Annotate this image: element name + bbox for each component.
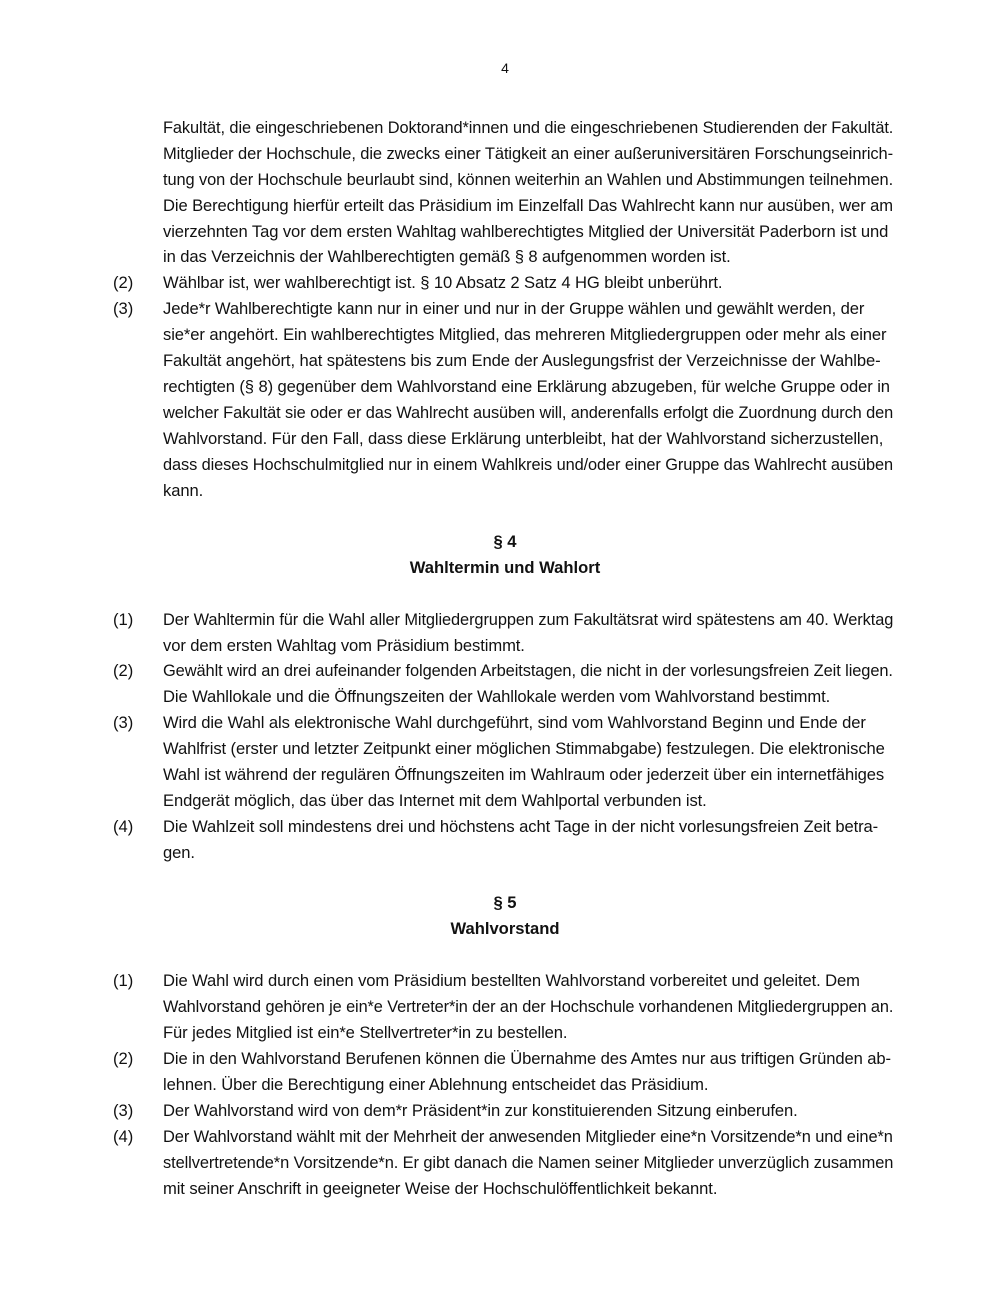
item-number: (4)	[113, 1127, 134, 1146]
text-line: Wird die Wahl als elektronische Wahl durchgeführt, sind vom Wahlvorstand Beginn und Ende der	[163, 713, 866, 732]
text-line: in das Verzeichnis der Wahlberechtigten gemäß § 8 aufgenommen worden ist.	[163, 247, 731, 266]
text-line: Wahlvorstand. Für den Fall, dass diese Erklärung unterbleibt, hat der Wahlvorstand sicherzustellen,	[163, 429, 884, 448]
text-line: Endgerät möglich, das über das Internet mit dem Wahlportal verbunden ist.	[163, 791, 707, 810]
section-symbol: § 4	[493, 532, 517, 551]
item-number: (1)	[113, 971, 134, 990]
text-line: Jede*r Wahlberechtigte kann nur in einer und nur in der Gruppe wählen und gewählt werden, der	[163, 299, 865, 318]
section-symbol: § 5	[493, 893, 517, 912]
text-line: Die Berechtigung hierfür erteilt das Präsidium im Einzelfall Das Wahlrecht kann nur ausüben, wer am	[163, 196, 893, 215]
section-title: Wahlvorstand	[450, 919, 560, 938]
text-line: Die in den Wahlvorstand Berufenen können die Übernahme des Amtes nur aus triftigen Gründen ab-	[163, 1049, 891, 1068]
item-number: (3)	[113, 713, 134, 732]
text-line: stellvertretende*n Vorsitzende*n. Er gibt danach die Namen seiner Mitglieder unverzüglich zusammen	[163, 1153, 894, 1172]
text-line: kann.	[163, 481, 204, 500]
text-line: Wahl ist während der regulären Öffnungszeiten im Wahlraum oder jederzeit über ein internetfähiges	[163, 765, 885, 784]
item-number: (3)	[113, 1101, 134, 1120]
text-line: Für jedes Mitglied ist ein*e Stellvertreter*in zu bestellen.	[163, 1023, 568, 1042]
text-line: Der Wahlvorstand wählt mit der Mehrheit der anwesenden Mitglieder eine*n Vorsitzende*n und eine*n	[163, 1127, 893, 1146]
text-line: Gewählt wird an drei aufeinander folgenden Arbeitstagen, die nicht in der vorlesungsfreien Zeit liegen.	[163, 661, 893, 680]
text-line: Der Wahltermin für die Wahl aller Mitgliedergruppen zum Fakultätsrat wird spätestens am 40. Werktag	[163, 610, 894, 629]
text-line: vor dem ersten Wahltag vom Präsidium bestimmt.	[163, 636, 525, 655]
item-number: (2)	[113, 661, 134, 680]
text-line: Fakultät, die eingeschriebenen Doktorand*innen und die eingeschriebenen Studierenden der Fakultät.	[163, 118, 894, 137]
text-line: rechtigten (§ 8) gegenüber dem Wahlvorstand eine Erklärung abzugeben, für welche Gruppe oder in	[163, 377, 890, 396]
item-number: (3)	[113, 299, 134, 318]
text-line: Die Wahllokale und die Öffnungszeiten der Wahllokale werden vom Wahlvorstand bestimmt.	[163, 687, 831, 706]
text-line: Fakultät angehört, hat spätestens bis zum Ende der Auslegungsfrist der Verzeichnisse der Wahlbe-	[163, 351, 881, 370]
page-number: 4	[501, 60, 509, 76]
item-number: (4)	[113, 817, 134, 836]
text-line: welcher Fakultät sie oder er das Wahlrecht ausüben will, anderenfalls erfolgt die Zuordnung durch den	[163, 403, 894, 422]
text-line: Die Wahlzeit soll mindestens drei und höchstens acht Tage in der nicht vorlesungsfreien Zeit betra-	[163, 817, 879, 836]
text-line: Wahlvorstand gehören je ein*e Vertreter*in der an der Hochschule vorhandenen Mitgliedergruppen an.	[163, 997, 894, 1016]
text-line: Wahlfrist (erster und letzter Zeitpunkt einer möglichen Stimmabgabe) festzulegen. Die elektronische	[163, 739, 885, 758]
text-line: Mitglieder der Hochschule, die zwecks einer Tätigkeit an einer außeruniversitären Forschungseinrich-	[163, 144, 894, 163]
text-line: sie*er angehört. Ein wahlberechtigtes Mitglied, das mehreren Mitgliedergruppen oder mehr als einer	[163, 325, 887, 344]
item-number: (2)	[113, 1049, 134, 1068]
text-line: Wählbar ist, wer wahlberechtigt ist. § 10 Absatz 2 Satz 4 HG bleibt unberührt.	[163, 273, 723, 292]
text-line: Die Wahl wird durch einen vom Präsidium bestellten Wahlvorstand vorbereitet und geleitet. Dem	[163, 971, 860, 990]
text-line: gen.	[163, 843, 195, 862]
item-number: (2)	[113, 273, 134, 292]
text-line: vierzehnten Tag vor dem ersten Wahltag wahlberechtigtes Mitglied der Universität Paderborn ist und	[163, 222, 889, 241]
text-line: Der Wahlvorstand wird von dem*r Präsident*in zur konstituierenden Sitzung einberufen.	[163, 1101, 798, 1120]
text-line: dass dieses Hochschulmitglied nur in einem Wahlkreis und/oder einer Gruppe das Wahlrecht ausüben	[163, 455, 893, 474]
section-title: Wahltermin und Wahlort	[409, 558, 601, 577]
text-line: lehnen. Über die Berechtigung einer Ablehnung entscheidet das Präsidium.	[163, 1075, 709, 1094]
item-number: (1)	[113, 610, 134, 629]
text-line: tung von der Hochschule beurlaubt sind, können weiterhin an Wahlen und Abstimmungen teilnehmen.	[163, 170, 894, 189]
text-line: mit seiner Anschrift in geeigneter Weise der Hochschulöffentlichkeit bekannt.	[163, 1179, 718, 1198]
